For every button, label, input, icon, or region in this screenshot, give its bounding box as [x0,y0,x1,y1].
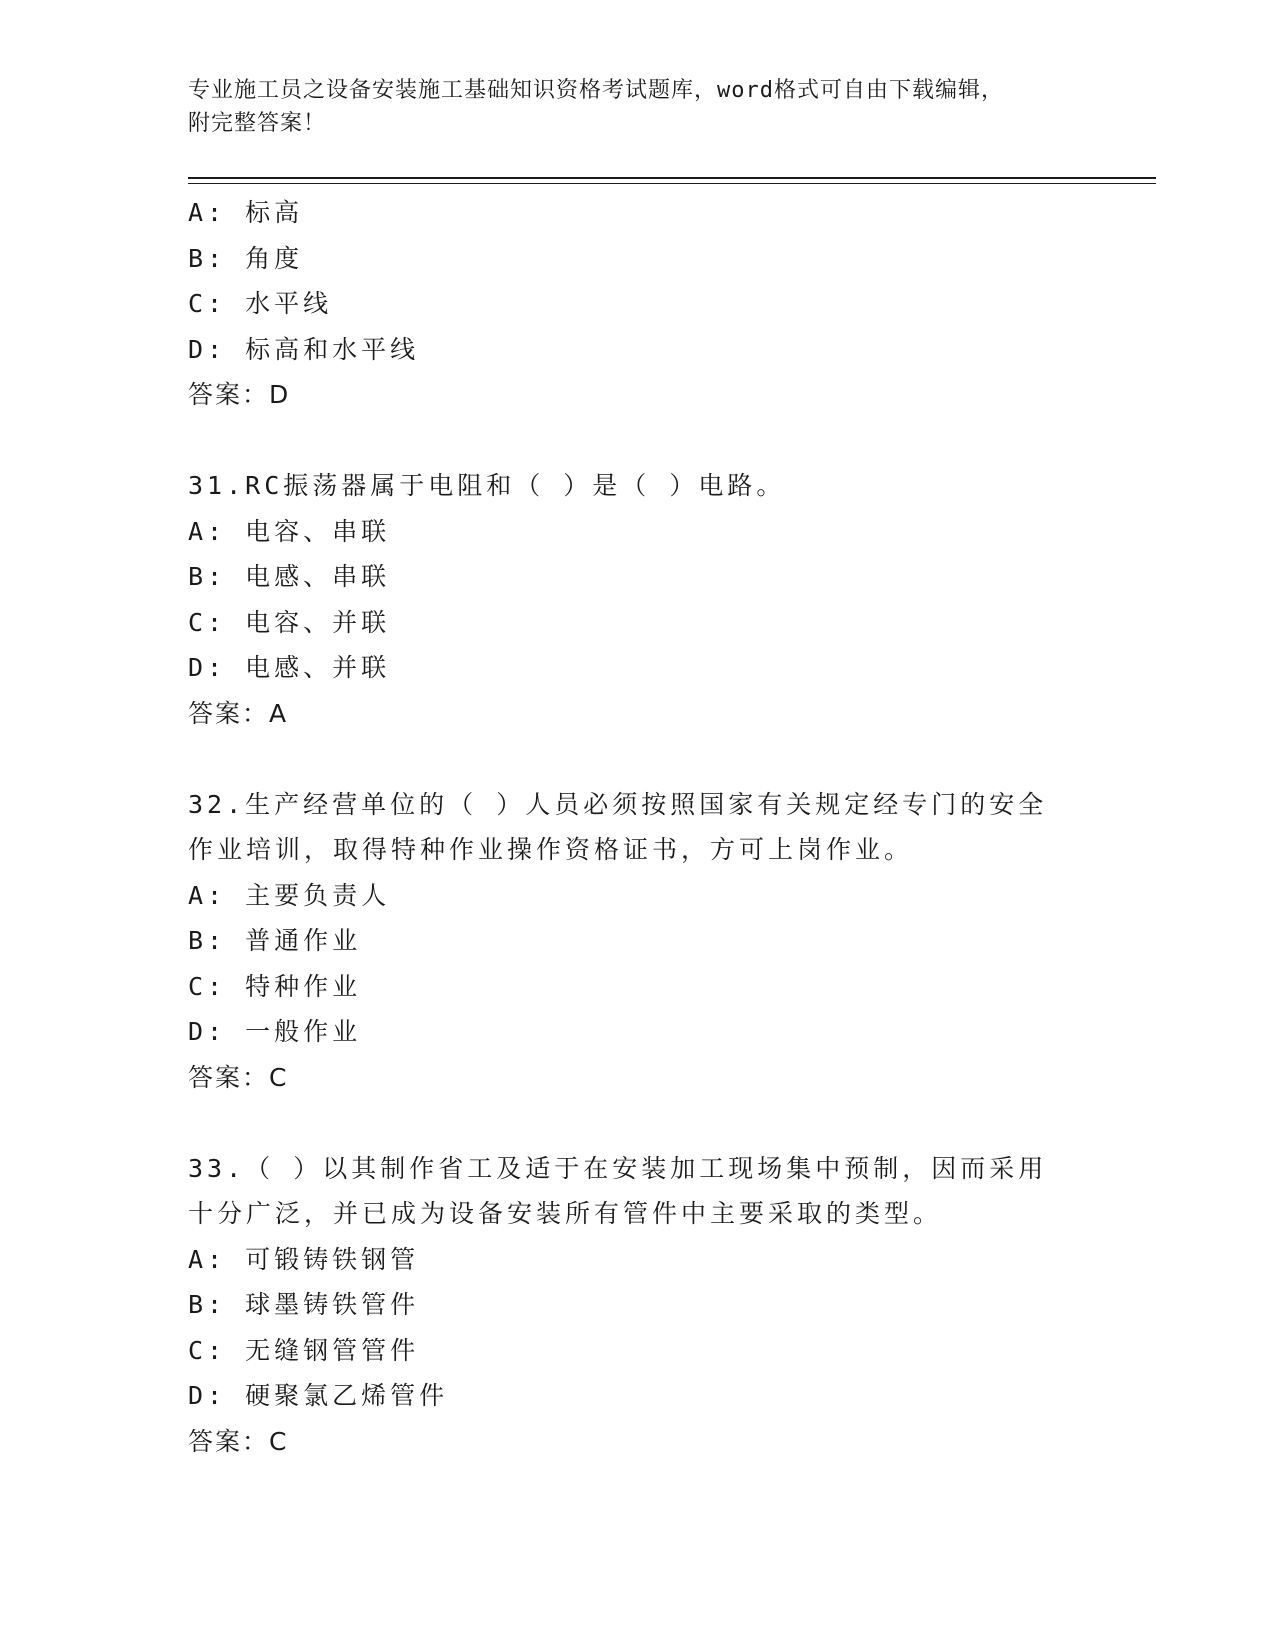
option-c [188,600,1088,646]
option-a [188,509,1088,555]
option-letter: D: [188,1381,246,1410]
option-letter: A: [188,1244,246,1274]
option-letter: B: [188,926,246,955]
answer-line: 答案：D [188,380,291,409]
option-letter: A: [188,516,246,546]
option-text: 特种作业 [245,971,362,1001]
option-b [188,1282,1088,1328]
document-header [188,74,1088,140]
option-d [188,1373,1088,1419]
option-text: 标高 [245,198,304,227]
spacer [188,1100,1088,1146]
header-divider-thick [188,177,1156,179]
option-b [188,236,1088,282]
option-letter: D: [188,653,246,682]
answer-line: 答案：C [188,1426,289,1456]
option-letter: C: [188,971,246,1001]
option-text: 电容、串联 [245,516,391,546]
option-text: 电感、串联 [245,562,391,591]
option-text: 普通作业 [245,926,362,955]
option-d [188,1009,1088,1055]
option-a [188,873,1088,919]
question-list [188,190,1088,1464]
option-text: 主要负责人 [245,880,391,910]
option-letter: A: [188,880,246,910]
spacer [188,418,1088,464]
option-text: 角度 [245,243,304,273]
option-text: 可锻铸铁钢管 [245,1244,420,1274]
question-33 [188,1146,1088,1465]
option-letter: D: [188,1017,246,1046]
option-letter: C: [188,289,246,318]
header-line-1: 专业施工员之设备安装施工基础知识资格考试题库，word格式可自由下载编辑， [188,78,1004,103]
option-d [188,327,1088,373]
option-a [188,190,1088,236]
option-letter: C: [188,1335,246,1365]
option-text: 标高和水平线 [245,334,420,364]
option-text: 电感、并联 [245,653,391,682]
spacer [188,736,1088,782]
answer-line: 答案：A [188,698,289,728]
option-c [188,964,1088,1010]
option-b [188,918,1088,964]
option-letter: B: [188,1290,246,1319]
question-text: 33.（ ）以其制作省工及适于在安装加工现场集中预制，因而采用十分广泛，并已成为设备安装所有管件中主要采取的类型。 [188,1153,1048,1228]
question-text: 32.生产经营单位的（ ）人员必须按照国家有关规定经专门的安全作业培训，取得特种作业操作资格证书，方可上岗作业。 [188,789,1048,864]
question-31 [188,463,1088,736]
option-a [188,1237,1088,1283]
header-divider-thin [188,183,1156,184]
question-32 [188,782,1088,1101]
option-d [188,645,1088,691]
option-letter: D: [188,334,246,364]
option-text: 水平线 [245,289,333,318]
answer-line: 答案：C [188,1062,289,1092]
question-30 [188,190,1088,418]
option-b [188,554,1088,600]
question-text: 31.RC振荡器属于电阻和（ ）是（ ）电路。 [188,471,786,500]
option-letter: B: [188,243,246,273]
option-letter: A: [188,198,246,227]
header-line-2: 附完整答案！ [188,111,327,136]
option-letter: C: [188,607,246,637]
option-text: 球墨铸铁管件 [245,1290,420,1319]
option-c [188,1328,1088,1374]
option-text: 无缝钢管管件 [245,1335,420,1365]
option-text: 一般作业 [245,1017,362,1046]
option-text: 硬聚氯乙烯管件 [245,1381,449,1410]
option-text: 电容、并联 [245,607,391,637]
option-letter: B: [188,562,246,591]
option-c [188,281,1088,327]
